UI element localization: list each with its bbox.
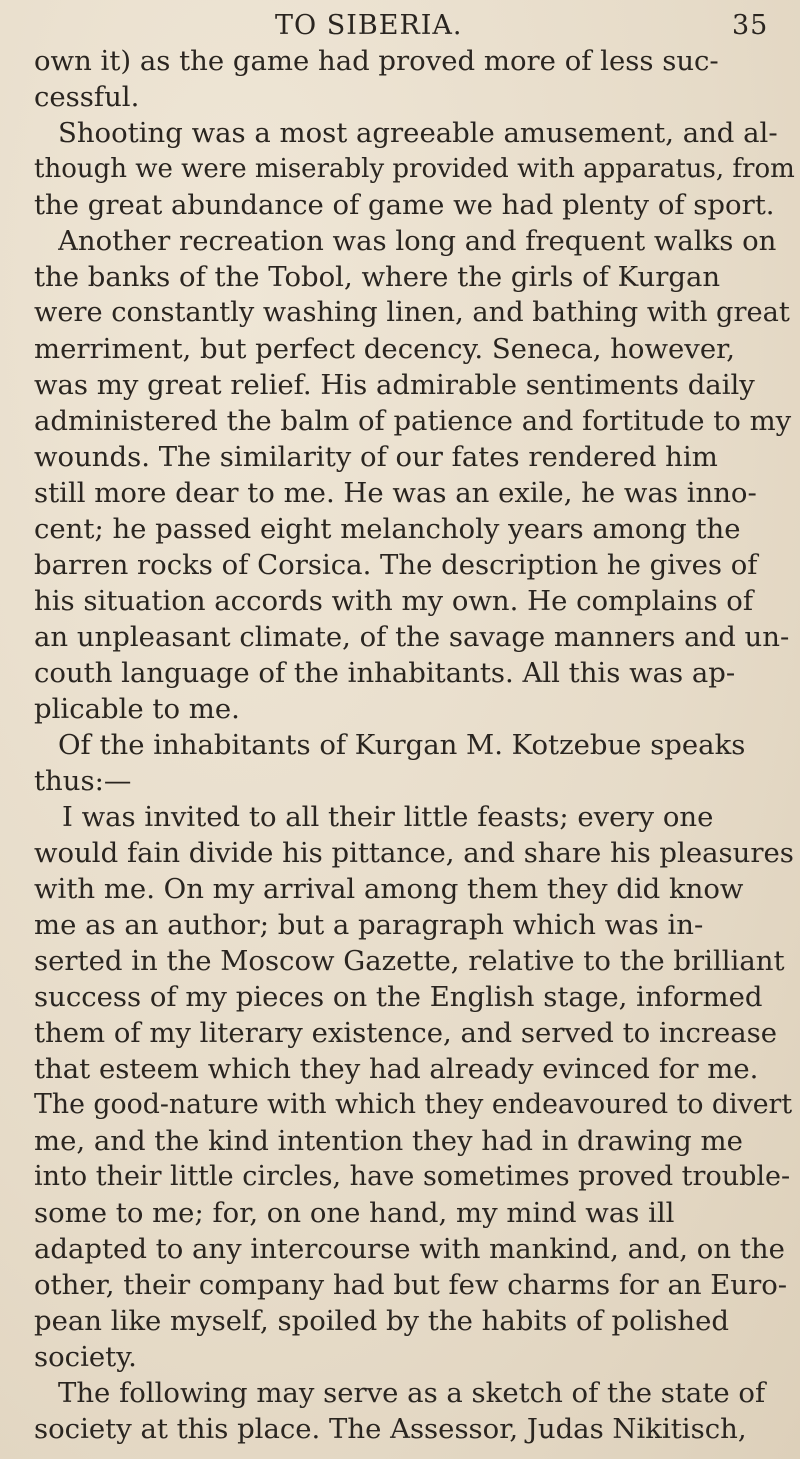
text-line: Of the inhabitants of Kurgan M. Kotzebue speaks bbox=[58, 729, 746, 761]
text-line: was my great relief. His admirable sentiments daily bbox=[34, 369, 755, 401]
running-title: TO SIBERIA. bbox=[275, 10, 463, 41]
text-line: though we were miserably provided with apparatus, from bbox=[34, 154, 795, 184]
text-line: cessful. bbox=[34, 81, 140, 113]
text-line: me as an author; but a paragraph which was in- bbox=[34, 909, 704, 941]
text-line: couth language of the inhabitants. All this was ap- bbox=[34, 657, 736, 689]
text-line: I was invited to all their little feasts; every one bbox=[62, 801, 714, 833]
text-line: adapted to any intercourse with mankind, and, on the bbox=[34, 1233, 785, 1265]
text-line: wounds. The similarity of our fates rendered him bbox=[34, 441, 718, 473]
text-line: Shooting was a most agreeable amusement, and al- bbox=[58, 117, 778, 149]
text-line: other, their company had but few charms for an Euro- bbox=[34, 1269, 788, 1301]
text-line: serted in the Moscow Gazette, relative to the brilliant bbox=[34, 945, 785, 977]
text-line: thus:— bbox=[34, 765, 132, 797]
text-line: still more dear to me. He was an exile, he was inno- bbox=[34, 477, 757, 509]
text-line: were constantly washing linen, and bathing with great bbox=[34, 297, 790, 328]
text-line: The good-nature with which they endeavoured to divert bbox=[34, 1089, 793, 1120]
text-line: that esteem which they had already evinced for me. bbox=[34, 1053, 759, 1085]
page-number: 35 bbox=[732, 10, 769, 41]
text-line: into their little circles, have sometimes proved trouble- bbox=[34, 1161, 791, 1192]
text-line: plicable to me. bbox=[34, 693, 240, 725]
text-line: the great abundance of game we had plenty of sport. bbox=[34, 189, 775, 221]
text-line: society. bbox=[34, 1341, 137, 1373]
text-line: an unpleasant climate, of the savage manners and un- bbox=[34, 621, 790, 653]
text-line: Another recreation was long and frequent walks on bbox=[58, 225, 777, 257]
text-line: pean like myself, spoiled by the habits of polished bbox=[34, 1305, 729, 1337]
text-line: some to me; for, on one hand, my mind was ill bbox=[34, 1197, 675, 1229]
text-line: barren rocks of Corsica. The description he gives of bbox=[34, 549, 758, 581]
text-line: own it) as the game had proved more of less suc- bbox=[34, 45, 719, 77]
text-line: with me. On my arrival among them they did know bbox=[34, 873, 744, 905]
text-line: them of my literary existence, and served to increase bbox=[34, 1017, 778, 1049]
text-line: The following may serve as a sketch of the state of bbox=[58, 1377, 766, 1409]
text-line: administered the balm of patience and fortitude to my bbox=[34, 405, 792, 437]
text-line: me, and the kind intention they had in drawing me bbox=[34, 1125, 743, 1157]
text-line: the banks of the Tobol, where the girls of Kurgan bbox=[34, 261, 721, 293]
text-line: merriment, but perfect decency. Seneca, however, bbox=[34, 333, 735, 365]
text-line: his situation accords with my own. He complains of bbox=[34, 585, 754, 617]
text-line: success of my pieces on the English stage, informed bbox=[34, 981, 763, 1013]
text-line: would fain divide his pittance, and share his pleasures bbox=[34, 837, 794, 869]
text-line: society at this place. The Assessor, Judas Nikitisch, bbox=[34, 1413, 747, 1445]
text-line: cent; he passed eight melancholy years among the bbox=[34, 513, 741, 545]
